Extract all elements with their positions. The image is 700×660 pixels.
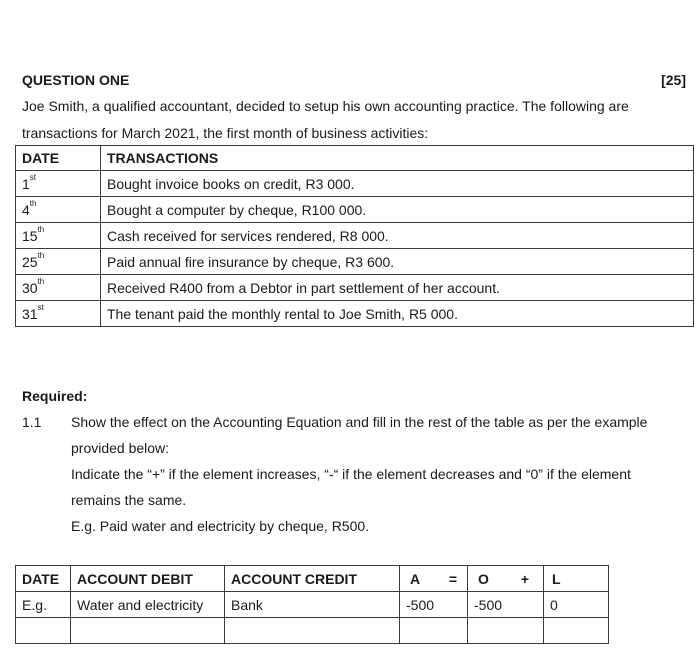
- example-date: E.g.: [16, 592, 71, 618]
- header-account-debit: ACCOUNT DEBIT: [71, 566, 225, 592]
- intro-line-1: Joe Smith, a qualified accountant, decided to setup his own accounting practice. The following are: [22, 98, 629, 114]
- table-row: [16, 618, 609, 644]
- question-title: QUESTION ONE: [22, 72, 130, 88]
- example-assets: -500: [400, 592, 468, 618]
- empty-cell[interactable]: [468, 618, 544, 644]
- empty-cell[interactable]: [400, 618, 468, 644]
- required-heading: Required:: [22, 388, 88, 404]
- header-date: DATE: [16, 146, 101, 171]
- question-number: 1.1: [22, 414, 42, 430]
- table-header-row: [16, 146, 694, 171]
- row-date: 4th: [16, 197, 101, 223]
- header-assets: A =: [400, 566, 468, 592]
- row-date: 25th: [16, 249, 101, 275]
- row-transaction: Cash received for services rendered, R8 000.: [101, 223, 694, 249]
- row-transaction: Paid annual fire insurance by cheque, R3 600.: [101, 249, 694, 275]
- accounting-equation-table: [15, 565, 609, 644]
- row-transaction: The tenant paid the monthly rental to Joe Smith, R5 000.: [101, 301, 694, 327]
- row-transaction: Received R400 from a Debtor in part settlement of her account.: [101, 275, 694, 301]
- example-liabilities: 0: [544, 592, 609, 618]
- table-row: [16, 275, 694, 301]
- row-date: 30th: [16, 275, 101, 301]
- row-transaction: Bought invoice books on credit, R3 000.: [101, 171, 694, 197]
- table-header-row: [16, 566, 609, 592]
- required-line-4: remains the same.: [71, 492, 187, 508]
- example-credit: Bank: [225, 592, 400, 618]
- header-date: DATE: [16, 566, 71, 592]
- row-date: 31st: [16, 301, 101, 327]
- table-row: [16, 301, 694, 327]
- table-row: [16, 223, 694, 249]
- table-row: [16, 249, 694, 275]
- table-row: [16, 171, 694, 197]
- row-date: 15th: [16, 223, 101, 249]
- required-line-3: Indicate the “+” if the element increases, “-“ if the element decreases and “0” if the element: [71, 466, 631, 482]
- row-transaction: Bought a computer by cheque, R100 000.: [101, 197, 694, 223]
- example-debit: Water and electricity: [71, 592, 225, 618]
- empty-cell[interactable]: [225, 618, 400, 644]
- header-account-credit: ACCOUNT CREDIT: [225, 566, 400, 592]
- table-row: [16, 197, 694, 223]
- marks-label: [25]: [661, 72, 686, 88]
- empty-cell[interactable]: [16, 618, 71, 644]
- header-owners-equity: O +: [468, 566, 544, 592]
- empty-cell[interactable]: [71, 618, 225, 644]
- transactions-table: [15, 145, 694, 327]
- empty-cell[interactable]: [544, 618, 609, 644]
- table-row: [16, 592, 609, 618]
- example-owners-equity: -500: [468, 592, 544, 618]
- required-line-1: Show the effect on the Accounting Equation and fill in the rest of the table as per the example: [71, 414, 648, 430]
- example-description: E.g. Paid water and electricity by cheque, R500.: [71, 518, 370, 534]
- header-transactions: TRANSACTIONS: [101, 146, 694, 171]
- row-date: 1st: [16, 171, 101, 197]
- required-line-2: provided below:: [71, 440, 170, 456]
- intro-line-2: transactions for March 2021, the first month of business activities:: [22, 125, 429, 141]
- header-liabilities: L: [544, 566, 609, 592]
